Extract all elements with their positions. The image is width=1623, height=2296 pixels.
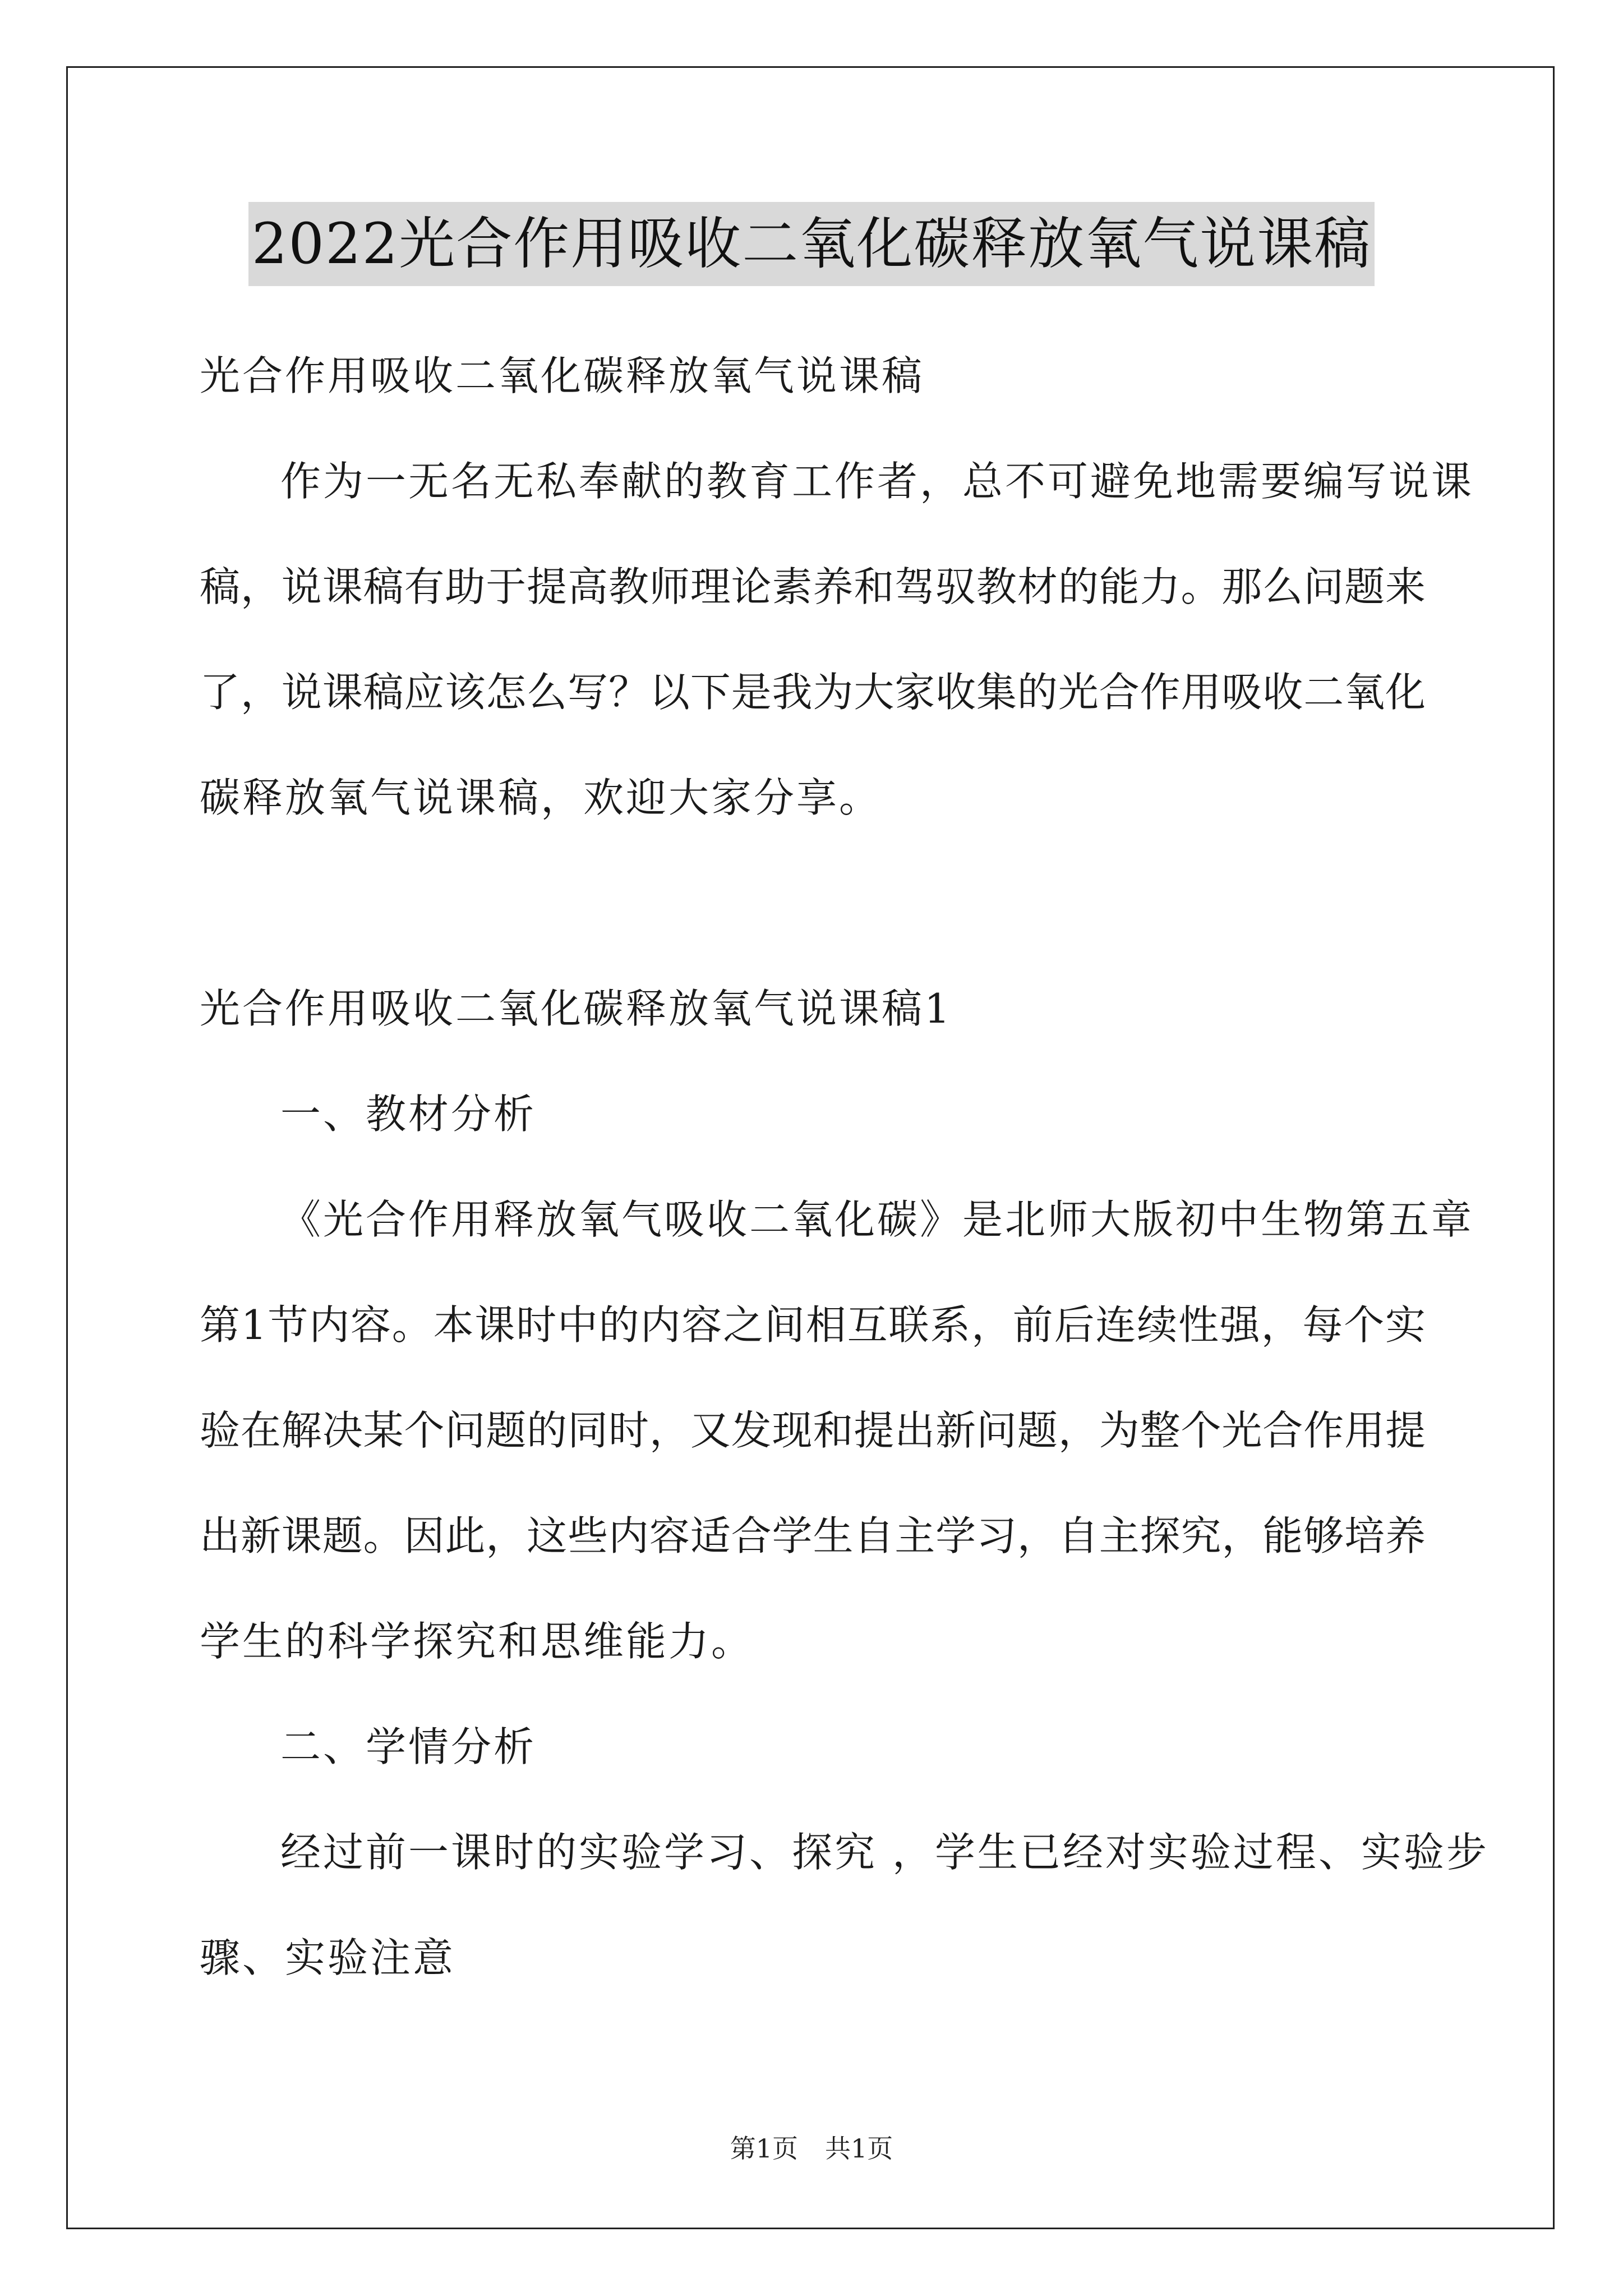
- paragraph-line: 碳释放氧气说课稿，欢迎大家分享。: [200, 774, 882, 821]
- paragraph-line: 经过前一课时的实验学习、探究 ，学生已经对实验过程、实验步: [280, 1829, 1489, 1876]
- document-title: 2022光合作用吸收二氧化碳释放氧气说课稿: [248, 202, 1375, 286]
- section-heading: 光合作用吸收二氧化碳释放氧气说课稿1: [200, 985, 952, 1032]
- paragraph-line: 第1节内容。本课时中的内容之间相互联系，前后连续性强，每个实: [200, 1301, 1426, 1349]
- paragraph-line: 骤、实验注意: [200, 1934, 456, 1981]
- paragraph-line: 学生的科学探究和思维能力。: [200, 1618, 754, 1665]
- document-body: [200, 323, 1489, 2010]
- page-number: 第1页: [730, 2133, 798, 2164]
- paragraph-line: 稿，说课稿有助于提高教师理论素养和驾驭教材的能力。那么问题来: [200, 563, 1426, 610]
- paragraph-gap: [200, 850, 1426, 956]
- paragraph-line: 出新课题。因此，这些内容适合学生自主学习，自主探究，能够培养: [200, 1512, 1426, 1559]
- page-total: 共1页: [825, 2133, 893, 2164]
- subsection-heading: 二、学情分析: [280, 1723, 537, 1770]
- paragraph-line: 验在解决某个问题的同时，又发现和提出新问题，为整个光合作用提: [200, 1407, 1426, 1454]
- paragraph-line: 作为一无名无私奉献的教育工作者，总不可避免地需要编写说课: [280, 458, 1474, 505]
- doc-subtitle: 光合作用吸收二氧化碳释放氧气说课稿: [200, 352, 925, 399]
- paragraph-line: 了，说课稿应该怎么写？以下是我为大家收集的光合作用吸收二氧化: [200, 669, 1426, 716]
- subsection-heading: 一、教材分析: [280, 1091, 537, 1138]
- title-container: [0, 202, 1623, 286]
- page-footer: [0, 2132, 1623, 2165]
- paragraph-line: 《光合作用释放氧气吸收二氧化碳》是北师大版初中生物第五章: [280, 1196, 1474, 1243]
